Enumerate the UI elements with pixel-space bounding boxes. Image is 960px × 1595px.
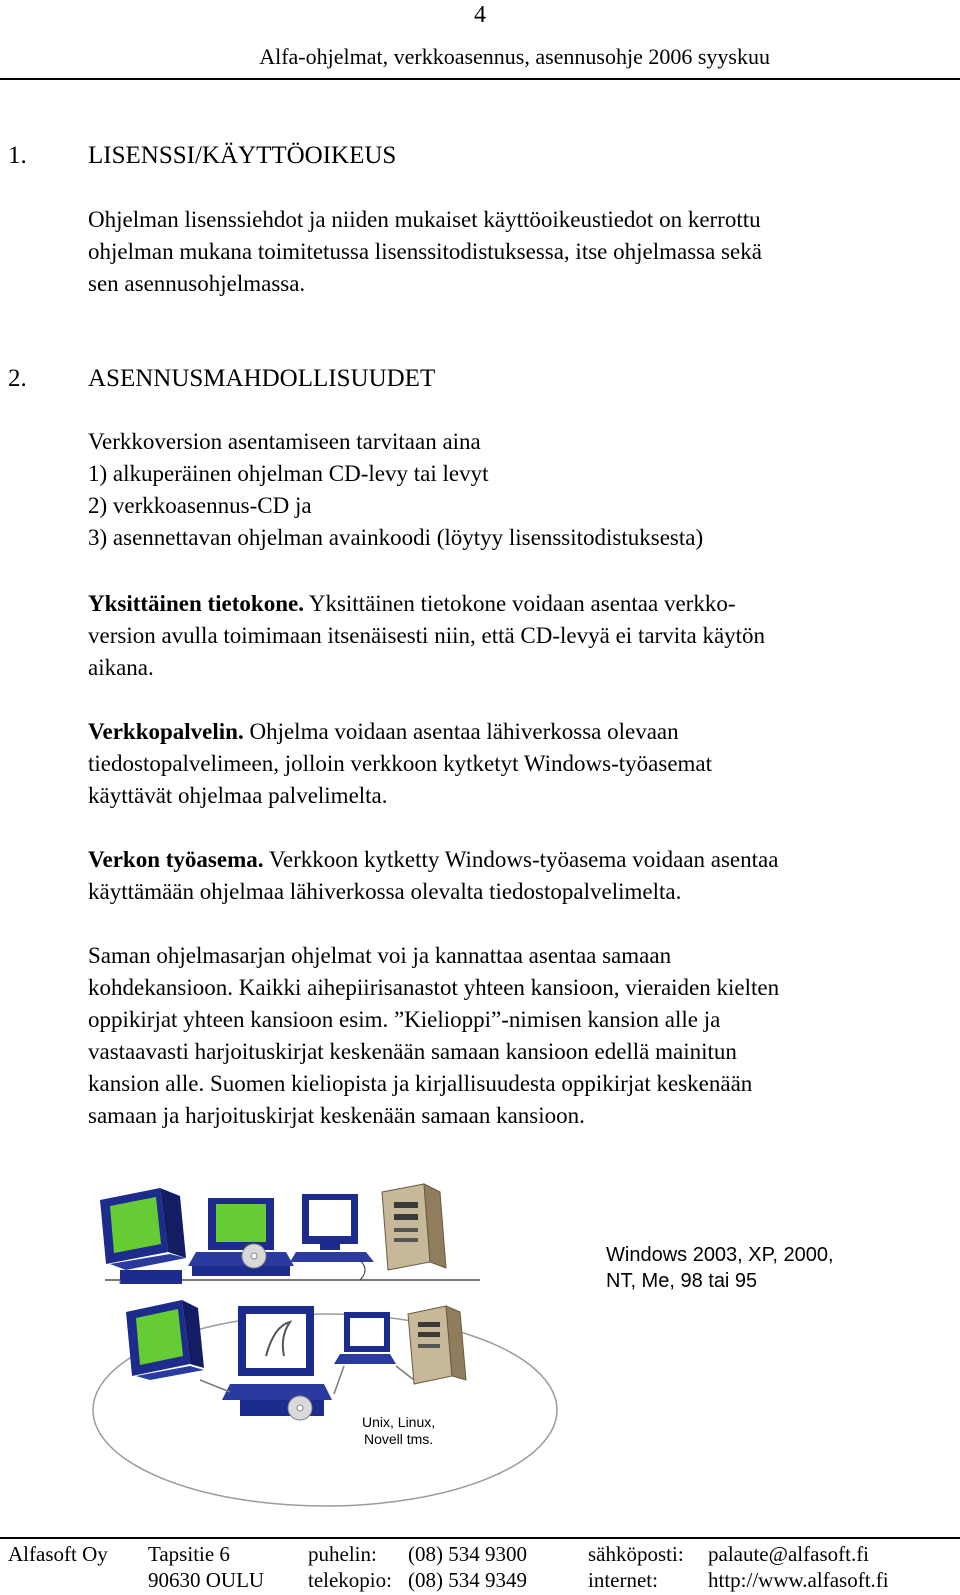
- text-line: käyttävät ohjelmaa palvelimelta.: [88, 783, 388, 808]
- footer-email: palaute@alfasoft.fi: [708, 1542, 870, 1566]
- text-line: sen asennusohjelmassa.: [88, 271, 306, 296]
- running-header: Alfa-ohjelmat, verkkoasennus, asennusohje 2006 syyskuu: [259, 44, 770, 69]
- section-2-title: ASENNUSMAHDOLLISUUDET: [88, 365, 436, 392]
- footer-email-label: sähköposti:: [588, 1542, 684, 1566]
- term-network-workstation: Verkon työasema.: [88, 847, 264, 872]
- text-span: Verkkoon kytketty Windows-työasema voidaan asentaa: [263, 847, 779, 872]
- paragraph-network-server: [88, 716, 712, 812]
- server-tower-icon: [382, 1184, 446, 1270]
- footer-rule: [0, 1537, 960, 1539]
- text-line: käyttämään ohjelmaa lähiverkossa olevalta tiedostopalvelimelta.: [88, 879, 682, 904]
- workstation-4-icon: [126, 1300, 204, 1380]
- header-rule: [0, 78, 960, 80]
- footer-phone-label: puhelin:: [308, 1542, 377, 1566]
- workstation-5-icon: [334, 1312, 396, 1364]
- workstation-3-icon: [290, 1194, 374, 1280]
- file-server-workstation-icon: [222, 1306, 332, 1420]
- text-line: tiedostopalvelimeen, jolloin verkkoon kytketyt Windows-työasemat: [88, 751, 713, 776]
- text-line: Novell tms.: [363, 1431, 434, 1447]
- footer-web: http://www.alfasoft.fi: [708, 1568, 889, 1592]
- network-diagram: [90, 1180, 580, 1510]
- section-2-number: 2.: [8, 365, 27, 392]
- text-span: Ohjelma voidaan asentaa lähiverkossa olevaan: [243, 719, 679, 744]
- windows-os-label: [606, 1242, 834, 1294]
- section-1-title: LISENSSI/KÄYTTÖOIKEUS: [88, 142, 397, 169]
- text-line: Saman ohjelmasarjan ohjelmat voi ja kannattaa asentaa samaan: [88, 943, 672, 968]
- list-item: 3) asennettavan ohjelman avainkoodi (löytyy lisenssitodistuksesta): [88, 525, 704, 550]
- section-1-heading: [8, 142, 908, 174]
- text-line: version avulla toimimaan itsenäisesti niin, että CD-levyä ei tarvita käytön: [88, 623, 766, 648]
- text-line: kansion alle. Suomen kieliopista ja kirjallisuudesta oppikirjat keskenään: [88, 1071, 753, 1096]
- footer-fax: (08) 534 9349: [408, 1568, 527, 1592]
- footer-company: Alfasoft Oy: [8, 1542, 108, 1566]
- page-number: 4: [474, 2, 486, 28]
- footer-street: Tapsitie 6: [148, 1542, 230, 1566]
- text-line: vastaavasti harjoituskirjat keskenään samaan kansioon edellä mainitun: [88, 1039, 737, 1064]
- workstation-1-icon: [100, 1188, 186, 1284]
- text-line: ohjelman mukana toimitetussa lisenssitodistuksessa, itse ohjelmassa sekä: [88, 239, 762, 264]
- requirements-list: [88, 426, 703, 554]
- text-line: Windows 2003, XP, 2000,: [606, 1244, 834, 1266]
- unix-os-label: [362, 1414, 435, 1448]
- paragraph-folders: [88, 940, 779, 1132]
- text-line: aikana.: [88, 655, 154, 680]
- section-2-heading: [8, 365, 908, 397]
- term-network-server: Verkkopalvelin.: [88, 719, 244, 744]
- section-1-paragraph: [88, 204, 762, 300]
- text-span: Yksittäinen tietokone voidaan asentaa verkko-: [303, 591, 736, 616]
- text-line: Ohjelman lisenssiehdot ja niiden mukaiset käyttöoikeustiedot on kerrottu: [88, 207, 761, 232]
- list-item: 2) verkkoasennus-CD ja: [88, 493, 312, 518]
- workstation-2-icon: [188, 1198, 294, 1276]
- text-line: Verkkoversion asentamiseen tarvitaan aina: [88, 429, 481, 454]
- footer-phone: (08) 534 9300: [408, 1542, 527, 1566]
- text-line: NT, Me, 98 tai 95: [606, 1270, 758, 1292]
- text-line: Unix, Linux,: [362, 1414, 436, 1430]
- paragraph-single-computer: [88, 588, 765, 684]
- section-1-number: 1.: [8, 142, 27, 169]
- footer-web-label: internet:: [588, 1568, 658, 1592]
- term-single-computer: Yksittäinen tietokone.: [88, 591, 304, 616]
- unix-server-icon: [408, 1306, 466, 1384]
- text-line: kohdekansioon. Kaikki aihepiirisanastot yhteen kansioon, vieraiden kielten: [88, 975, 780, 1000]
- text-line: samaan ja harjoituskirjat keskenään samaan kansioon.: [88, 1103, 585, 1128]
- text-line: oppikirjat yhteen kansioon esim. ”Kielioppi”-nimisen kansion alle ja: [88, 1007, 721, 1032]
- list-item: 1) alkuperäinen ohjelman CD-levy tai levyt: [88, 461, 489, 486]
- footer-fax-label: telekopio:: [308, 1568, 392, 1592]
- paragraph-network-workstation: [88, 844, 778, 908]
- footer-city: 90630 OULU: [148, 1568, 265, 1592]
